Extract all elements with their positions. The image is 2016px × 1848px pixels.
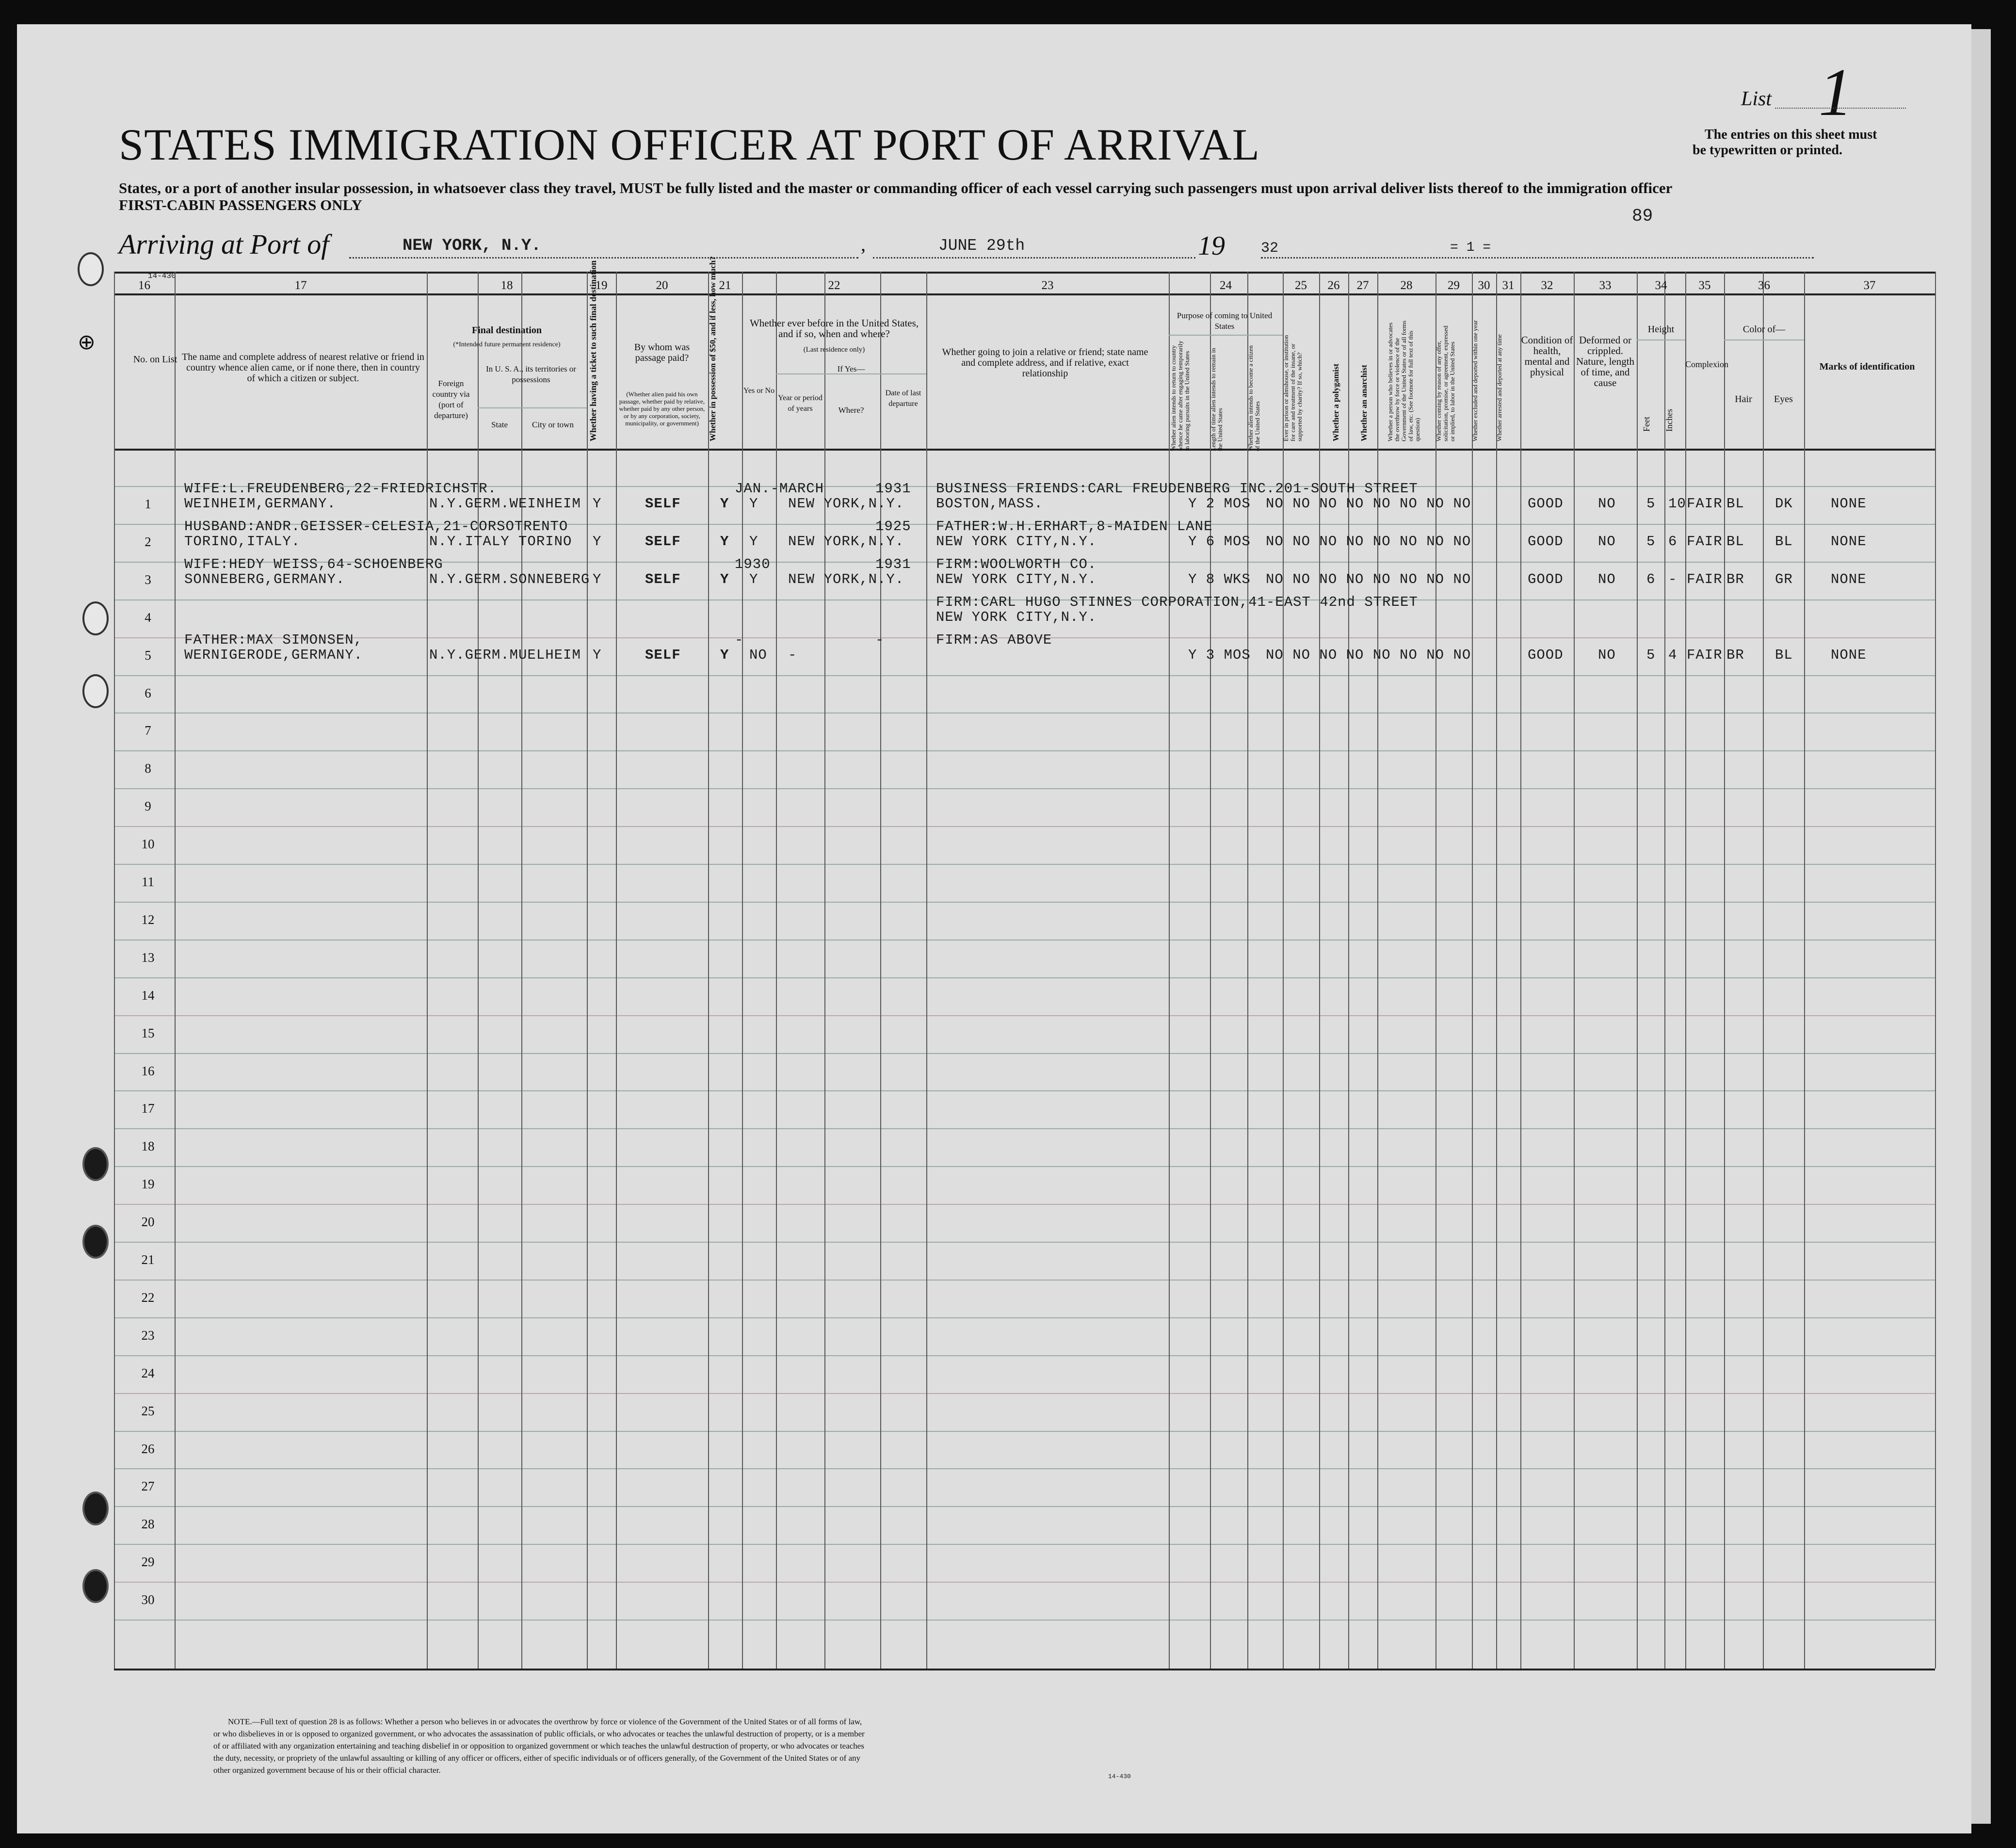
subheader-rule	[478, 407, 587, 408]
height-feet: 5	[1646, 534, 1656, 550]
row-number: 15	[141, 1026, 155, 1040]
row-rule	[114, 788, 1935, 789]
column-number: 33	[1599, 279, 1612, 292]
passage-paid: SELF	[645, 534, 681, 550]
column-number: 35	[1698, 279, 1711, 292]
column-number: 37	[1863, 279, 1876, 292]
complexion-value: FAIR	[1687, 647, 1723, 663]
final-destination: N.Y.ITALY TORINO	[429, 534, 572, 550]
column-rule	[521, 272, 522, 1669]
header-rule	[114, 293, 1935, 295]
column-number: 21	[719, 279, 731, 292]
form-subtitle: States, or a port of another insular possession, in whatsoever class they travel, MUST be fully listed and the master or commanding officer of each vessel carrying such passengers must upon arrival deliver lists thereof to the immigration officer	[119, 179, 1673, 196]
relative-name: WIFE:L.FREUDENBERG,22-FRIEDRICHSTR.	[184, 481, 497, 497]
column-rule	[1804, 272, 1805, 1669]
purpose-length: Y 2 MOS	[1188, 496, 1251, 512]
last-departure: 1931	[875, 556, 911, 572]
height-feet: 6	[1646, 571, 1656, 587]
height-inches: 6	[1668, 534, 1677, 550]
questions-25-31: NO NO NO NO NO NO NO NO	[1266, 534, 1471, 550]
footnote-line: other organized government because of his or their official character.	[213, 1766, 441, 1775]
row-rule	[114, 1128, 1935, 1129]
column-number: 24	[1220, 279, 1232, 292]
arriving-label: Arriving at Port of	[119, 228, 329, 260]
footnote-line: or who disbelieves in or is opposed to organized government, or who advocates the assassination of public officials, or who advocates or teaches the unlawful destruction of property, or is a member	[213, 1729, 865, 1738]
binder-hole	[82, 601, 109, 635]
list-label: List	[1741, 88, 1772, 110]
relative-address: SONNEBERG,GERMANY.	[184, 571, 345, 587]
form-title: STATES IMMIGRATION OFFICER AT PORT OF ARRIVAL	[119, 120, 1260, 169]
column-number: 27	[1356, 279, 1369, 292]
column-number: 16	[138, 279, 150, 292]
relative-name: WIFE:HEDY WEISS,64-SCHOENBERG	[184, 556, 443, 572]
row-rule	[114, 1544, 1935, 1545]
column-number: 25	[1295, 279, 1307, 292]
relative-address: TORINO,ITALY.	[184, 534, 301, 550]
column-rule	[708, 272, 709, 1669]
header-excluded: Whether excluded and deported within one year	[1471, 320, 1479, 441]
eye-color: BL	[1775, 534, 1793, 550]
footnote-line	[228, 1717, 862, 1727]
year-suffix: 32	[1261, 240, 1279, 257]
header-where: Where?	[838, 405, 864, 415]
ever-before: NO	[749, 647, 767, 663]
eye-color: GR	[1775, 571, 1793, 587]
sheet-reference: 89	[1632, 206, 1653, 226]
header-ever-before-sub: (Last residence only)	[803, 346, 865, 354]
passenger-class: FIRST-CABIN PASSENGERS ONLY	[119, 196, 362, 213]
row-number: 25	[141, 1404, 155, 1418]
footnote-lead: NOTE.—	[228, 1717, 260, 1726]
questions-25-31: NO NO NO NO NO NO NO NO	[1266, 571, 1471, 587]
deformed-value: NO	[1598, 534, 1616, 550]
header-feet: Feet	[1642, 417, 1651, 432]
row-rule	[114, 1506, 1935, 1507]
join-address: BOSTON,MASS.	[936, 496, 1043, 512]
column-number: 36	[1758, 279, 1770, 292]
passage-paid: SELF	[645, 571, 681, 587]
where-before: NEW YORK,N.Y.	[788, 496, 904, 512]
row-rule	[114, 1053, 1935, 1054]
row-rule	[114, 1620, 1935, 1621]
marks-value: NONE	[1831, 571, 1867, 587]
marks-value: NONE	[1831, 496, 1867, 512]
binder-hole	[82, 1225, 109, 1259]
passage-paid: SELF	[645, 647, 681, 663]
row-rule	[114, 1090, 1935, 1091]
join-address: NEW YORK CITY,N.Y.	[936, 534, 1097, 550]
complexion-value: FAIR	[1687, 571, 1723, 587]
relative-address: WEINHEIM,GERMANY.	[184, 496, 336, 512]
header-relative-address: The name and complete address of nearest relative or friend in country whence alien came, or if none there, then in country of which a citizen or subject.	[182, 352, 424, 384]
column-number: 28	[1400, 279, 1413, 292]
header-ticket: Whether having a ticket to such final destination	[588, 260, 598, 441]
hair-color: BR	[1726, 571, 1744, 587]
eye-color: BL	[1775, 647, 1793, 663]
ever-before: Y	[749, 571, 758, 587]
header-eyes: Eyes	[1774, 394, 1793, 405]
form-number-bottom: 14-430	[1108, 1773, 1131, 1780]
header-ever-before: Whether ever before in the United States, and if so, when and where?	[749, 317, 919, 340]
form-number: 14-430	[148, 272, 176, 280]
column-number: 29	[1448, 279, 1460, 292]
relative-name: FATHER:MAX SIMONSEN,	[184, 632, 363, 648]
binder-hole	[82, 674, 109, 708]
row-rule	[114, 1431, 1935, 1432]
row-rule	[114, 1317, 1935, 1318]
column-rule	[1664, 272, 1665, 1669]
row-rule	[114, 750, 1935, 751]
header-purpose: Purpose of coming to United States	[1177, 311, 1273, 331]
header-length-stay: Length of time alien intends to remain in the United States	[1210, 348, 1224, 451]
final-destination: N.Y.GERM.WEINHEIM	[429, 496, 581, 512]
year-prefix: 19	[1198, 231, 1225, 261]
list-number: 1	[1819, 55, 1853, 130]
header-purpose-return: Whether alien intends to return to country whence he came after engaging temporarily in laboring pursuits in the United States	[1170, 340, 1191, 451]
header-inches: Inches	[1664, 409, 1674, 432]
purpose-length: Y 3 MOS	[1188, 647, 1251, 663]
ticket-value: Y	[593, 496, 602, 512]
row-rule	[114, 1468, 1935, 1469]
row-rule	[114, 675, 1935, 676]
row-number: 2	[145, 535, 151, 549]
eye-color: DK	[1775, 496, 1793, 512]
questions-25-31: NO NO NO NO NO NO NO NO	[1266, 647, 1471, 663]
header-health: Condition of health, mental and physical	[1521, 334, 1573, 378]
row-number: 19	[141, 1177, 155, 1191]
questions-25-31: NO NO NO NO NO NO NO NO	[1266, 496, 1471, 512]
column-number: 31	[1502, 279, 1515, 292]
column-number: 22	[828, 279, 840, 292]
purpose-length: Y 6 MOS	[1188, 534, 1251, 550]
join-name: FIRM:CARL HUGO STINNES CORPORATION,41-EAST 42nd STREET	[936, 594, 1418, 610]
fifty-dollars: Y	[720, 496, 729, 512]
port-underline	[349, 257, 858, 259]
height-inches: 10	[1668, 496, 1686, 512]
header-citizen: Whether alien intends to become a citizen of the United States	[1247, 345, 1261, 451]
join-address: NEW YORK CITY,N.Y.	[936, 571, 1097, 587]
column-rule	[926, 272, 927, 1669]
column-number: 32	[1541, 279, 1553, 292]
fifty-dollars: Y	[720, 571, 729, 587]
row-rule	[114, 1582, 1935, 1583]
height-inches: -	[1668, 571, 1677, 587]
where-before: -	[788, 647, 797, 663]
final-destination: N.Y.GERM.SONNEBERG	[429, 571, 590, 587]
height-feet: 5	[1646, 647, 1656, 663]
row-rule	[114, 1242, 1935, 1243]
row-number: 10	[141, 837, 155, 851]
column-rule	[1763, 272, 1764, 1669]
date-underline	[873, 257, 1195, 259]
column-rule	[175, 272, 176, 1669]
passage-paid: SELF	[645, 496, 681, 512]
row-number: 17	[141, 1101, 155, 1116]
row-rule	[114, 1280, 1935, 1281]
join-name: FIRM:AS ABOVE	[936, 632, 1052, 648]
arrival-date: JUNE 29th	[938, 237, 1025, 255]
header-color: Color of—	[1742, 324, 1786, 335]
ticket-value: Y	[593, 534, 602, 550]
header-deformed: Deformed or crippled. Nature, length of time, and cause	[1576, 334, 1635, 389]
column-rule	[616, 272, 617, 1669]
binder-hole	[82, 1147, 109, 1181]
column-rule	[824, 272, 825, 1669]
row-number: 22	[141, 1290, 155, 1305]
column-rule	[1435, 272, 1436, 1669]
row-rule	[114, 1015, 1935, 1016]
list-underline	[1775, 108, 1906, 109]
column-rule	[1935, 272, 1936, 1669]
header-foreign-country: Foreign country via (port of departure)	[432, 379, 470, 420]
column-number: 20	[656, 279, 668, 292]
column-number: 34	[1655, 279, 1667, 292]
subheader-rule	[1169, 335, 1283, 336]
hair-color: BL	[1726, 496, 1744, 512]
row-rule	[114, 1393, 1935, 1394]
column-rule	[1520, 272, 1521, 1669]
where-before: NEW YORK,N.Y.	[788, 571, 904, 587]
height-inches: 4	[1668, 647, 1677, 663]
footnote-text: Full text of question 28 is as follows: Whether a person who believes in or advocates the overthrow by force or violence of the Government of the United States or of all forms of law,	[260, 1717, 862, 1726]
year-underline	[1261, 257, 1814, 259]
row-number: 11	[142, 875, 154, 889]
header-usa: In U. S. A., its territories or possessions	[485, 364, 577, 384]
row-number: 26	[141, 1442, 155, 1456]
header-question-28: Whether a person who believes in or advocates the overthrow by force or violence of the Government of the United States or of all forms of law, etc. (See footnote for full text of this question)	[1387, 320, 1421, 441]
header-years: Year or period of years	[778, 394, 823, 413]
column-rule	[1574, 272, 1575, 1669]
header-yes-no: Yes or No	[743, 387, 775, 395]
final-destination: N.Y.GERM.MUELHEIM	[429, 647, 581, 663]
row-number: 28	[141, 1517, 155, 1531]
port-value: NEW YORK, N.Y.	[403, 237, 541, 255]
health-condition: GOOD	[1528, 496, 1564, 512]
years-before: -	[735, 632, 744, 648]
separator-comma: ,	[861, 233, 866, 255]
row-number: 20	[141, 1215, 155, 1229]
row-number: 1	[145, 497, 151, 511]
typewritten-note: The entries on this sheet must	[1705, 127, 1877, 142]
manifest-sheet	[17, 24, 1971, 1833]
header-marks: Marks of identification	[1819, 361, 1915, 372]
header-fifty-dollars: Whether in possession of $50, and if less, how much?	[708, 256, 717, 441]
page-edge	[1971, 29, 1991, 1824]
row-rule	[114, 826, 1935, 827]
complexion-value: FAIR	[1687, 534, 1723, 550]
header-final-destination-sub: (*Intended future permanent residence)	[453, 341, 561, 348]
page-marker: = 1 =	[1450, 240, 1491, 255]
row-number: 16	[141, 1064, 155, 1078]
row-number: 30	[141, 1592, 155, 1607]
footnote-line: of or affiliated with any organization entertaining and teaching disbelief in or opposition to organized government or which teaches the unlawful destruction of property, or who advocates or teaches	[213, 1741, 864, 1751]
deformed-value: NO	[1598, 571, 1616, 587]
column-number: 23	[1041, 279, 1054, 292]
row-number: 7	[145, 723, 151, 738]
row-number: 23	[141, 1328, 155, 1343]
header-complexion: Complexion	[1685, 359, 1728, 369]
years-before: JAN.-MARCH	[735, 481, 824, 497]
ever-before: Y	[749, 534, 758, 550]
header-passage-note: (Whether alien paid his own passage, whether paid by relative, whether paid by any other person, or by any corporation, society, municipality, or government)	[619, 390, 705, 427]
last-departure: -	[875, 632, 885, 648]
table-bottom-rule	[114, 1669, 1935, 1670]
join-name: FIRM:WOOLWORTH CO.	[936, 556, 1097, 572]
binder-hole	[82, 1491, 109, 1525]
row-number: 8	[145, 761, 151, 776]
typewritten-note: be typewritten or printed.	[1693, 143, 1842, 158]
row-rule	[114, 1204, 1935, 1205]
header-height: Height	[1647, 324, 1675, 335]
row-number: 3	[145, 572, 151, 587]
header-if-yes: If Yes—	[837, 364, 865, 373]
column-number: 18	[500, 279, 513, 292]
row-number: 27	[141, 1479, 155, 1493]
row-rule	[114, 1355, 1935, 1356]
row-number: 14	[141, 988, 155, 1003]
header-labor-offer: Whether coming by reason of any offer, solicitation, promise, or agreement, expressed or implied, to labor in the United States	[1435, 325, 1456, 441]
purpose-length: Y 8 WKS	[1188, 571, 1251, 587]
header-anarchist: Whether an anarchist	[1359, 364, 1369, 441]
header-city: City or town	[532, 420, 574, 429]
join-name: FATHER:W.H.ERHART,8-MAIDEN LANE	[936, 519, 1213, 535]
ticket-value: Y	[593, 647, 602, 663]
ever-before: Y	[749, 496, 758, 512]
row-number: 12	[141, 912, 155, 927]
row-number: 6	[145, 686, 151, 700]
row-number: 21	[141, 1252, 155, 1267]
header-arrested: Whether arrested and deported at any time	[1496, 334, 1503, 441]
column-rule	[1685, 272, 1686, 1669]
column-rule	[1496, 272, 1497, 1669]
row-number: 29	[141, 1555, 155, 1569]
fifty-dollars: Y	[720, 647, 729, 663]
hair-color: BL	[1726, 534, 1744, 550]
row-rule	[114, 864, 1935, 865]
deformed-value: NO	[1598, 647, 1616, 663]
health-condition: GOOD	[1528, 647, 1564, 663]
where-before: NEW YORK,N.Y.	[788, 534, 904, 550]
years-before: 1930	[735, 556, 771, 572]
last-departure: 1931	[875, 481, 911, 497]
column-rule	[1637, 272, 1638, 1669]
height-feet: 5	[1646, 496, 1656, 512]
column-number: 17	[294, 279, 307, 292]
header-polygamist: Whether a polygamist	[1331, 363, 1340, 441]
row-rule	[114, 977, 1935, 978]
row-number: 24	[141, 1366, 155, 1380]
row-number: 13	[141, 950, 155, 965]
column-number: 26	[1327, 279, 1340, 292]
header-hair: Hair	[1735, 394, 1752, 405]
header-bottom-rule	[114, 449, 1935, 451]
last-departure: 1925	[875, 519, 911, 535]
crosshair-icon: ⊕	[78, 330, 96, 354]
relative-address: WERNIGERODE,GERMANY.	[184, 647, 363, 663]
binder-hole	[82, 1569, 109, 1603]
column-rule	[114, 272, 115, 1669]
row-number: 5	[145, 648, 151, 663]
header-passage-paid: By whom was passage paid?	[634, 342, 690, 363]
health-condition: GOOD	[1528, 571, 1564, 587]
marks-value: NONE	[1831, 647, 1867, 663]
footnote-line: the duty, necessity, or propriety of the unlawful assaulting or killing of any officer or officers, either of specific individuals or of officers generally, of the Government of the United States or of any	[213, 1753, 861, 1763]
header-final-destination: Final destination	[472, 325, 542, 336]
header-no-on-list: No. on List	[133, 354, 177, 365]
join-name: BUSINESS FRIENDS:CARL FREUDENBERG INC.201-SOUTH STREET	[936, 481, 1418, 497]
binder-hole	[78, 252, 104, 286]
row-rule	[114, 1166, 1935, 1167]
table-top-rule	[114, 272, 1935, 274]
header-join-relative: Whether going to join a relative or friend; state name and complete address, and if relative, exact relationship	[942, 347, 1148, 379]
complexion-value: FAIR	[1687, 496, 1723, 512]
row-number: 4	[145, 610, 151, 625]
header-last-departure: Date of last departure	[885, 389, 921, 408]
health-condition: GOOD	[1528, 534, 1564, 550]
fifty-dollars: Y	[720, 534, 729, 550]
column-rule	[587, 272, 588, 1669]
row-rule	[114, 902, 1935, 903]
relative-name: HUSBAND:ANDR.GEISSER-CELESIA,21-CORSOTRENTO	[184, 519, 568, 535]
ticket-value: Y	[593, 571, 602, 587]
marks-value: NONE	[1831, 534, 1867, 550]
column-number: 30	[1478, 279, 1490, 292]
hair-color: BR	[1726, 647, 1744, 663]
row-number: 9	[145, 799, 151, 813]
column-rule	[1724, 272, 1725, 1669]
deformed-value: NO	[1598, 496, 1616, 512]
header-prison: Ever in prison or almshouse, or institution for care and treatment of the insane, or supported by charity? If so, which?	[1282, 335, 1303, 441]
column-rule	[1472, 272, 1473, 1669]
row-number: 18	[141, 1139, 155, 1153]
column-number: 19	[595, 279, 608, 292]
header-state: State	[491, 420, 508, 429]
join-address: NEW YORK CITY,N.Y.	[936, 609, 1097, 625]
